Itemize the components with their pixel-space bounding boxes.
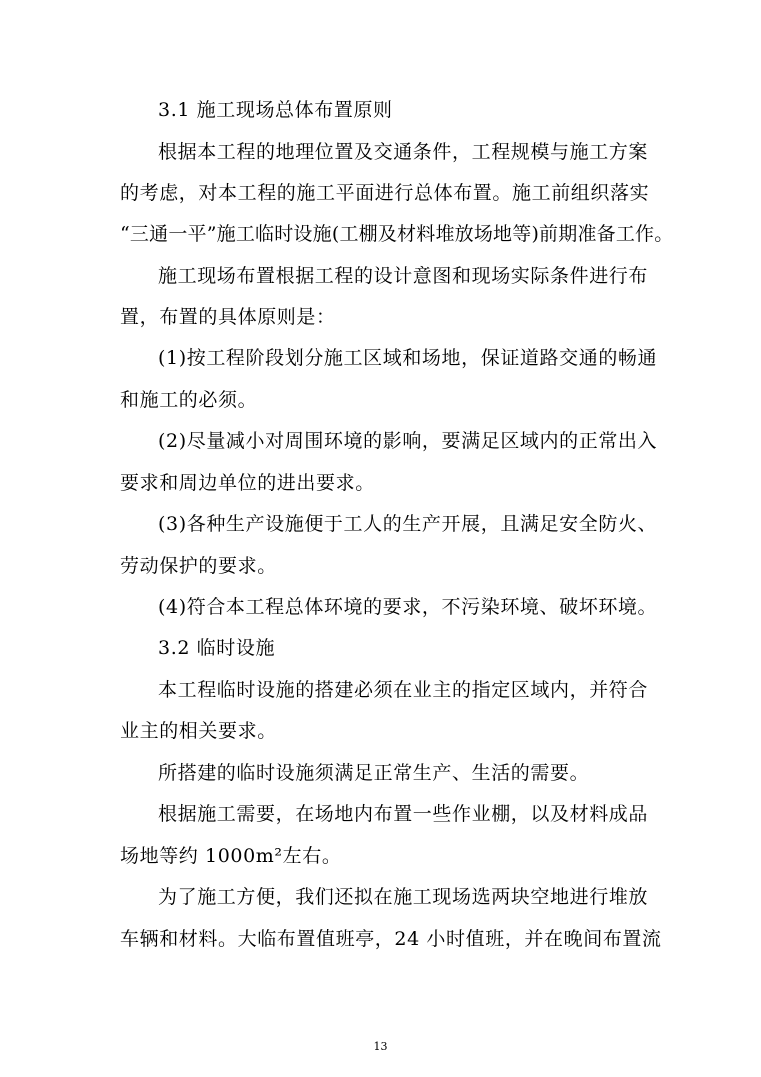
paragraph-line: “三通一平”施工临时设施(工棚及材料堆放场地等)前期准备工作。 [120,223,674,245]
paragraph-line: 场地等约 1000m²左右。 [120,845,342,867]
list-item-line: 要求和周边单位的进出要求。 [120,472,375,494]
list-item-line: 和施工的必须。 [120,389,258,411]
list-item-line: (1)按工程阶段划分施工区域和场地，保证道路交通的畅通 [158,347,658,369]
paragraph-line: 所搭建的临时设施须满足正常生产、生活的需要。 [158,762,590,784]
paragraph-line: 的考虑，对本工程的施工平面进行总体布置。施工前组织落实 [120,182,650,204]
paragraph-line: 业主的相关要求。 [120,720,277,742]
paragraph-line: 施工现场布置根据工程的设计意图和现场实际条件进行布 [158,265,649,287]
paragraph-line: 车辆和材料。大临布置值班亭，24 小时值班，并在晚间布置流 [120,928,662,950]
paragraph-line: 置，布置的具体原则是： [120,306,336,328]
paragraph-line: 本工程临时设施的搭建必须在业主的指定区域内，并符合 [158,679,649,701]
paragraph-line: 为了施工方便，我们还拟在施工现场选两块空地进行堆放 [158,886,649,908]
section-heading-3-1: 3.1 施工现场总体布置原则 [158,99,393,121]
paragraph-line: 根据施工需要，在场地内布置一些作业棚，以及材料成品 [158,803,649,825]
section-heading-3-2: 3.2 临时设施 [158,637,276,659]
list-item-line: (4)符合本工程总体环境的要求，不污染环境、破坏环境。 [158,596,658,618]
paragraph-line: 根据本工程的地理位置及交通条件，工程规模与施工方案 [158,141,649,163]
list-item-line: (3)各种生产设施便于工人的生产开展，且满足安全防火、 [158,513,658,535]
page-number: 13 [373,1040,388,1053]
list-item-line: (2)尽量减小对周围环境的影响，要满足区域内的正常出入 [158,430,658,452]
list-item-line: 劳动保护的要求。 [120,555,277,577]
